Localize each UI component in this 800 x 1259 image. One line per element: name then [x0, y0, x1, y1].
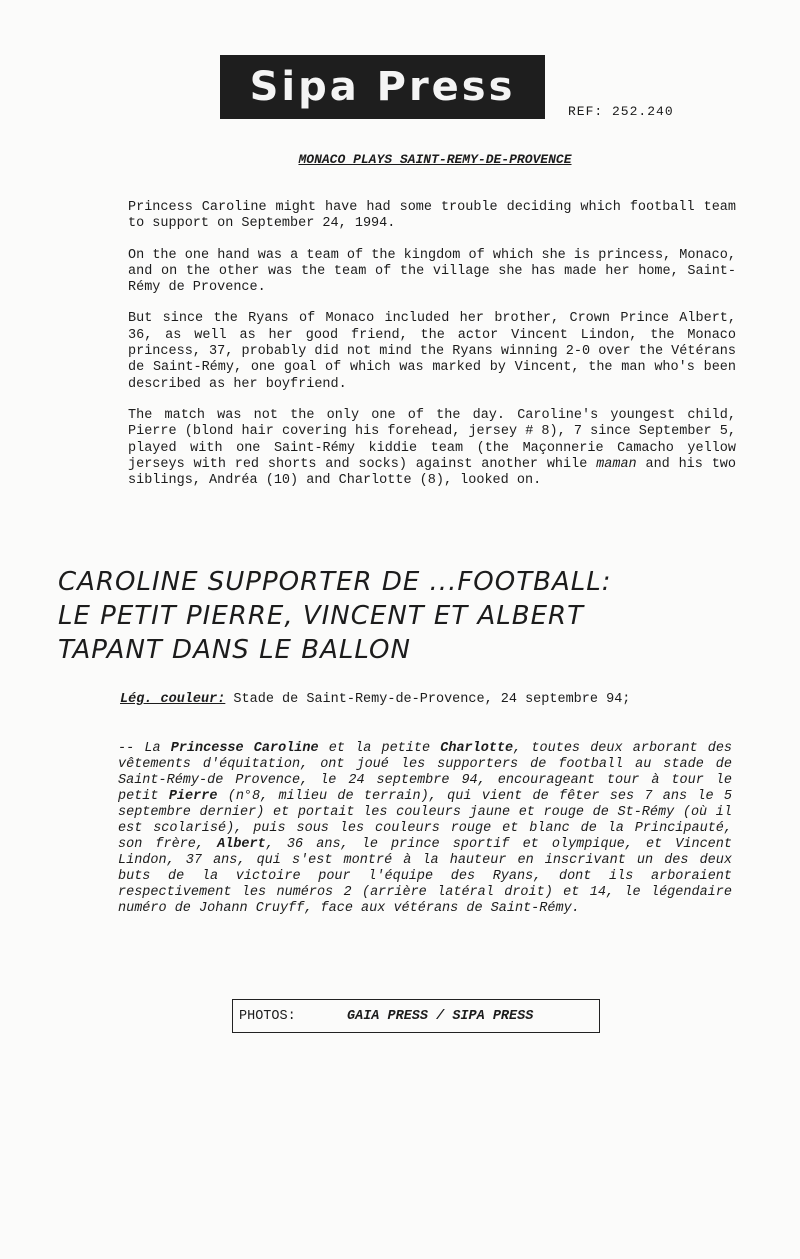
- caption-title-line: TAPANT DANS LE BALLON: [58, 635, 411, 665]
- legend-name: Charlotte: [440, 741, 514, 756]
- reference-number: REF: 252.240: [568, 104, 674, 119]
- legend-text: et la petite: [318, 741, 441, 756]
- caption-title: [58, 565, 778, 667]
- legend-body: [118, 741, 732, 917]
- paragraph: Princess Caroline might have had some trouble deciding which football team to support on September 24, 1994.: [128, 200, 736, 232]
- legend-name: Princesse Caroline: [170, 741, 319, 756]
- legend-text: (n°8, milieu de terrain), qui vient de fêter ses 7 ans le 5 septembre dernier) et portait les couleurs jaune et rouge de St-Rémy (où il est scolarisé), puis sous les couleurs rouge et blanc de la Principauté, son frère,: [118, 789, 732, 852]
- paragraph: But since the Ryans of Monaco included her brother, Crown Prince Albert, 36, as well as her good friend, the actor Vincent Lindon, the Monaco princess, 37, probably did not mind the Ryans winning 2-0 over the Vétérans de Saint-Rémy, one goal of which was marked by Vincent, the man who's been described as her boyfriend.: [128, 311, 736, 392]
- photo-credit: GAIA PRESS / SIPA PRESS: [347, 1008, 534, 1024]
- article-body: [128, 200, 736, 504]
- sipa-press-logo: Sipa Press: [220, 55, 545, 119]
- paragraph-text: and his two siblings, Andréa (10) and Charlotte (8), looked on.: [128, 456, 736, 489]
- paragraph: On the one hand was a team of the kingdom of which she is princess, Monaco, and on the other was the team of the village she has made her home, Saint-Rémy de Provence.: [128, 247, 736, 296]
- caption-title-line: CAROLINE SUPPORTER DE ...FOOTBALL:: [58, 567, 612, 597]
- legend-text: , 36 ans, le prince sportif et olympique, et Vincent Lindon, 37 ans, qui s'est montré à la hauteur en inscrivant un des deux buts de la victoire pour l'équipe des Ryans, dont ils arboraient respectivement les numéros 2 (arrière latéral droit) et 14, le légendaire numéro de Johann Cruyff, face aux vétérans de Saint-Rémy.: [118, 837, 732, 916]
- article-headline: MONACO PLAYS SAINT-REMY-DE-PROVENCE: [298, 152, 572, 167]
- paragraph: [128, 408, 736, 489]
- photos-label: PHOTOS:: [239, 1008, 296, 1024]
- caption-title-line: LE PETIT PIERRE, VINCENT ET ALBERT: [58, 601, 584, 631]
- paragraph-italic-word: maman: [596, 456, 637, 472]
- legend-name: Pierre: [168, 789, 218, 804]
- legend-line: [120, 692, 732, 708]
- legend-text: -- La: [118, 741, 171, 756]
- paragraph-text: The match was not the only one of the day. Caroline's youngest child, Pierre (blond hair covering his forehead, jersey # 8), 7 since September 5, played with one Saint-Rémy kiddie team (the Maçonnerie Camacho yellow jerseys with red shorts and socks) against another while: [128, 407, 736, 472]
- legend-label: Lég. couleur:: [120, 692, 226, 707]
- legend-text: Stade de Saint-Remy-de-Provence, 24 septembre 94;: [225, 692, 631, 707]
- legend-text: , toutes deux arborant des vêtements d'équitation, ont joué les supporters de football au stade de Saint-Rémy-de Provence, le 24 septembre 94, encourageant tour à tour le petit: [118, 741, 733, 804]
- legend-name: Albert: [217, 837, 266, 852]
- photo-credit-box: [232, 999, 600, 1033]
